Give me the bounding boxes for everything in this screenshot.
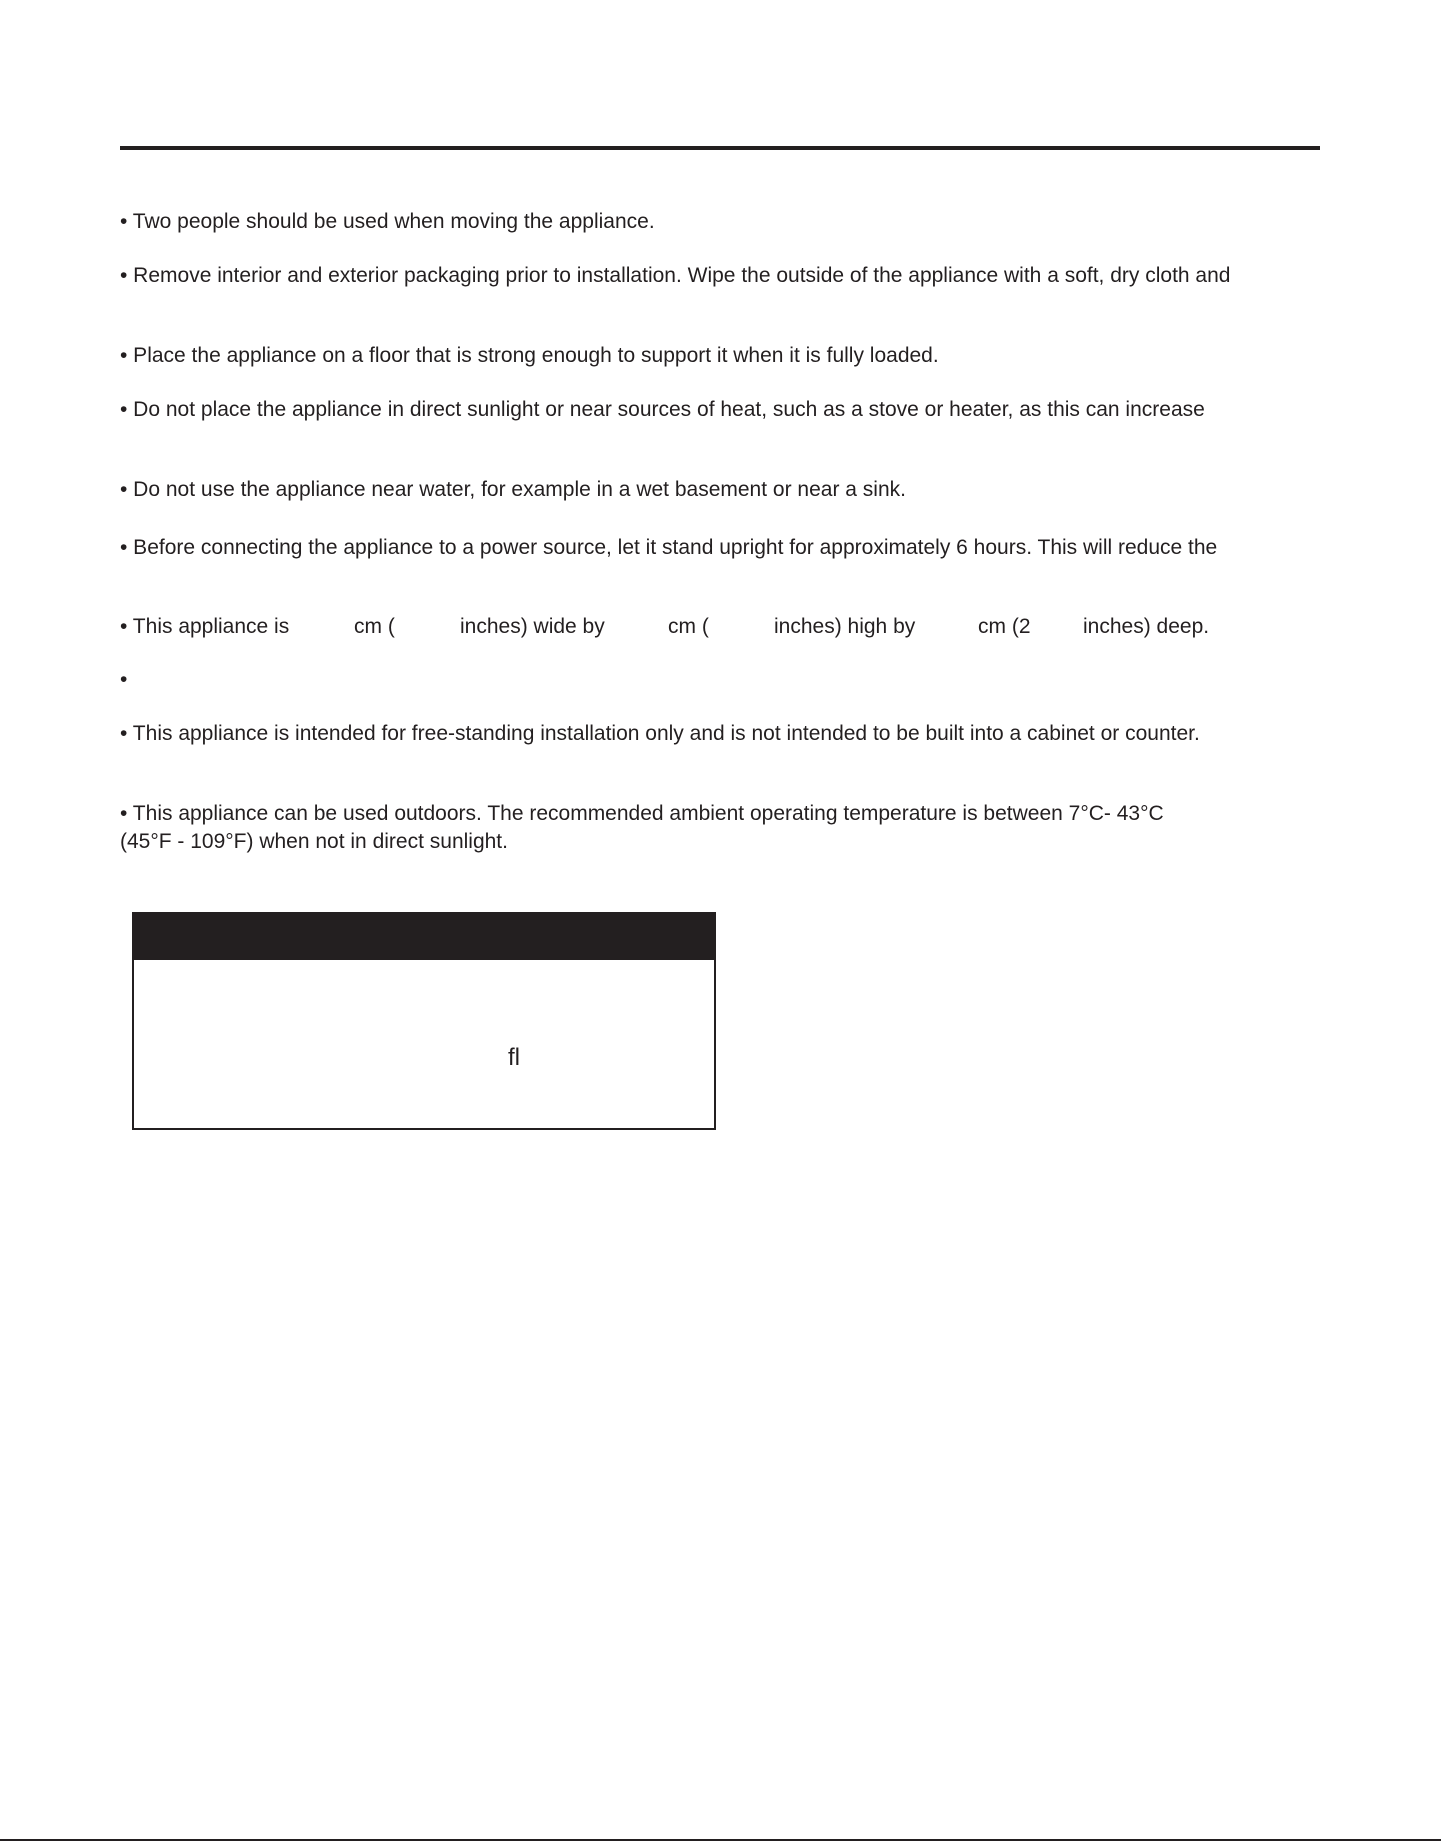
bullet-outdoor-line1: • This appliance can be used outdoors. The recommended ambient operating temperature is between 7°C- 43°C [120, 802, 1164, 825]
dimensions-height-in: inches) high by [774, 615, 916, 638]
dimensions-depth-cm: cm (2 [978, 615, 1031, 638]
bullet-dimensions [120, 613, 1220, 641]
notice-box-glyph: ﬂ [508, 1044, 520, 1071]
bullet-floor: • Place the appliance on a floor that is strong enough to support it when it is fully loaded. [120, 344, 939, 367]
bullet-packaging: • Remove interior and exterior packaging prior to installation. Wipe the outside of the appliance with a soft, dry cloth and [120, 264, 1231, 287]
header-rule [120, 146, 1320, 150]
dimensions-height-cm: cm ( [668, 615, 709, 638]
bullet-sunlight: • Do not place the appliance in direct sunlight or near sources of heat, such as a stove or heater, as this can increase [120, 398, 1205, 421]
bullet-empty: • [120, 668, 128, 691]
bullet-upright: • Before connecting the appliance to a power source, let it stand upright for approximately 6 hours. This will reduce the [120, 536, 1218, 559]
bullet-moving: • Two people should be used when moving the appliance. [120, 210, 655, 233]
notice-box [132, 912, 716, 1130]
dimensions-width-cm: cm ( [354, 615, 395, 638]
dimensions-width-in: inches) wide by [460, 615, 605, 638]
notice-box-header [134, 914, 714, 960]
bullet-freestanding: • This appliance is intended for free-standing installation only and is not intended to be built into a cabinet or counter. [120, 722, 1200, 745]
dimensions-prefix: • This appliance is [120, 615, 290, 638]
bullet-outdoor-line2: (45°F - 109°F) when not in direct sunlight. [120, 830, 508, 853]
bullet-water: • Do not use the appliance near water, for example in a wet basement or near a sink. [120, 478, 906, 501]
dimensions-depth-in: inches) deep. [1083, 615, 1210, 638]
